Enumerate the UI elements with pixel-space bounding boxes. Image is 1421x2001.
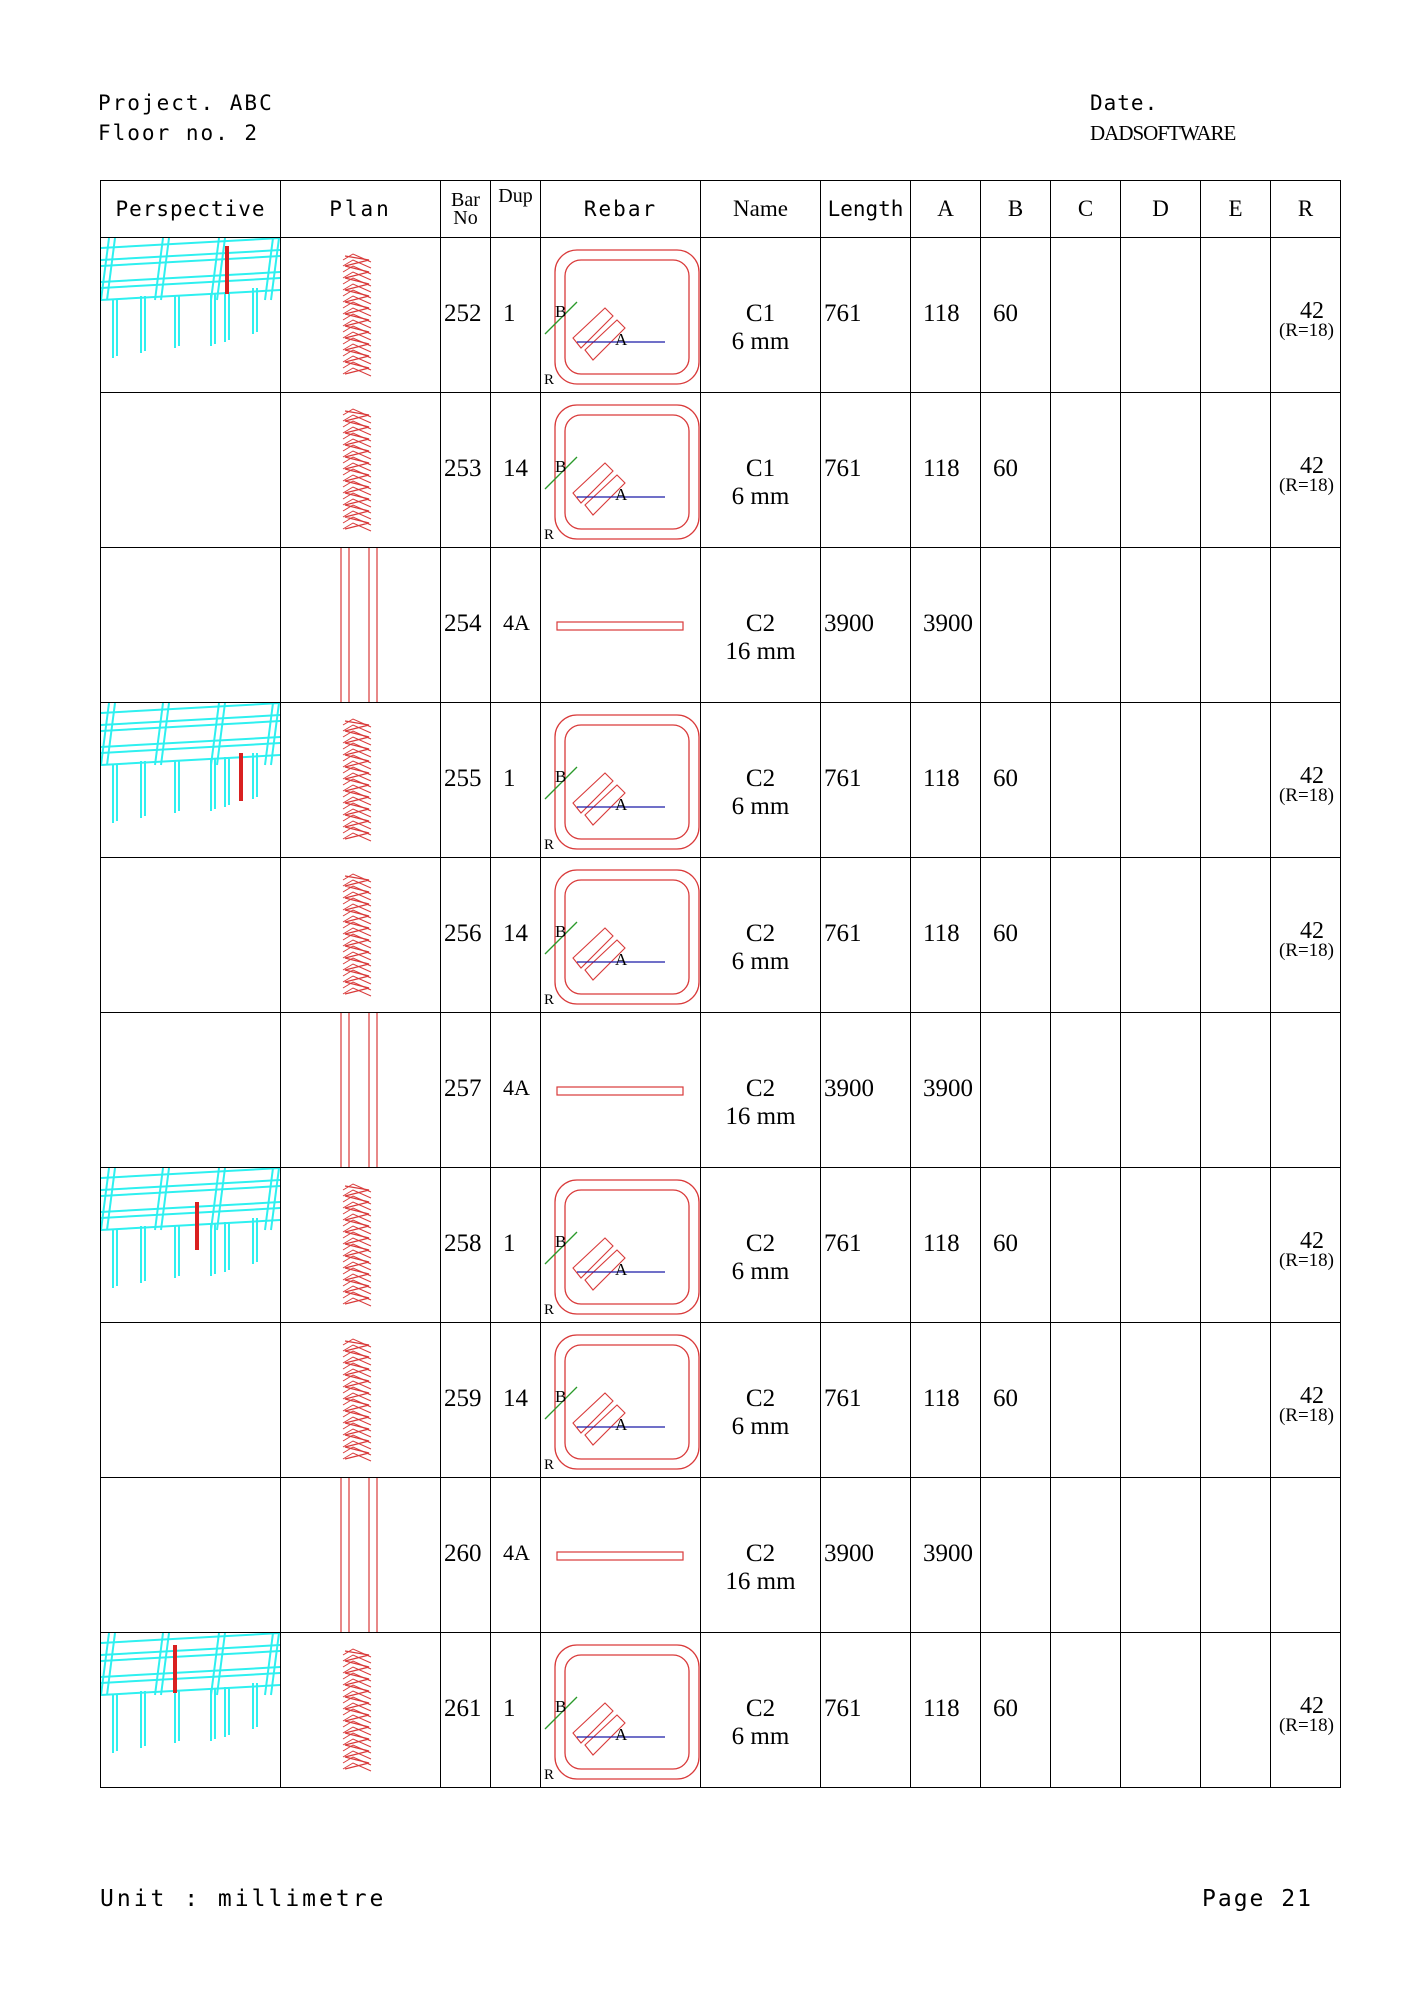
bar-no-cell: [441, 1323, 491, 1478]
rebar-cell: [541, 858, 701, 1013]
r-cell: [1271, 1013, 1341, 1168]
dup-cell: [491, 1633, 541, 1788]
date-label: Date.: [1090, 91, 1159, 115]
bar-name: C2: [745, 1385, 776, 1412]
plan-view-icon: [281, 1013, 441, 1167]
radius-value: 42: [1300, 453, 1324, 479]
a-cell: [911, 1323, 981, 1478]
bar-length: 761: [824, 765, 862, 792]
dup-count: 4A: [503, 1075, 530, 1100]
rebar-shape-icon: [541, 1478, 701, 1632]
dup-count: 1: [503, 765, 516, 792]
a-cell: [911, 1168, 981, 1323]
rebar-cell: [541, 1168, 701, 1323]
radius-value: 42: [1300, 763, 1324, 789]
name-cell: [701, 1478, 821, 1633]
dim-b-value: 60: [993, 1695, 1018, 1722]
table-row: [101, 548, 1341, 703]
plan-cell: [281, 238, 441, 393]
table-row: [101, 858, 1341, 1013]
plan-view-icon: [281, 1168, 441, 1322]
rebar-shape-icon: [541, 548, 701, 702]
dim-label-b: B: [555, 1697, 567, 1716]
bar-no: 253: [444, 455, 482, 482]
plan-cell: [281, 393, 441, 548]
col-bar-no-top: Bar: [451, 189, 480, 211]
dim-label-b: B: [555, 922, 567, 941]
d-cell: [1121, 393, 1201, 548]
col-d: D: [1121, 181, 1201, 238]
b-cell: [981, 1013, 1051, 1168]
e-cell: [1201, 703, 1271, 858]
bar-no-cell: [441, 858, 491, 1013]
b-cell: [981, 393, 1051, 548]
bar-no-cell: [441, 393, 491, 548]
rebar-cell: [541, 1013, 701, 1168]
length-cell: [821, 1323, 911, 1478]
radius-value: 42: [1300, 1693, 1324, 1719]
dup-cell: [491, 1323, 541, 1478]
bar-no-cell: [441, 703, 491, 858]
dim-label-b: B: [555, 457, 567, 476]
col-dup: Dup: [491, 181, 541, 238]
col-e: E: [1201, 181, 1271, 238]
col-c: C: [1051, 181, 1121, 238]
name-cell: [701, 238, 821, 393]
b-cell: [981, 238, 1051, 393]
dim-b-value: [981, 1013, 1050, 1075]
r-cell: [1271, 393, 1341, 548]
plan-view-icon: [281, 703, 441, 857]
dim-a-value: 118: [923, 920, 960, 947]
dim-a-value: 118: [923, 455, 960, 482]
b-cell: [981, 1323, 1051, 1478]
c-cell: [1051, 1633, 1121, 1788]
name-cell: [701, 1633, 821, 1788]
perspective-cell: [101, 238, 281, 393]
bar-no-cell: [441, 1168, 491, 1323]
table-row: [101, 393, 1341, 548]
plan-view-icon: [281, 548, 441, 702]
rebar-cell: [541, 703, 701, 858]
e-cell: [1201, 393, 1271, 548]
table-row: [101, 1478, 1341, 1633]
dim-label-r: R: [544, 837, 555, 853]
r-cell: [1271, 548, 1341, 703]
footer-unit-label: Unit : millimetre: [100, 1886, 387, 1912]
perspective-frame-icon: [101, 1633, 281, 1787]
bar-diameter: 16 mm: [725, 638, 796, 665]
col-length: Length: [821, 181, 911, 238]
dim-label-r: R: [544, 1457, 555, 1473]
bar-no: 260: [444, 1540, 482, 1567]
c-cell: [1051, 1013, 1121, 1168]
rebar-cell: [541, 1478, 701, 1633]
d-cell: [1121, 1478, 1201, 1633]
perspective-cell: [101, 1633, 281, 1788]
dim-b-value: 60: [993, 300, 1018, 327]
a-cell: [911, 548, 981, 703]
dim-label-a: A: [615, 485, 628, 504]
bar-length: 761: [824, 300, 862, 327]
a-cell: [911, 858, 981, 1013]
bar-no-cell: [441, 238, 491, 393]
perspective-cell: [101, 548, 281, 703]
dim-label-b: B: [555, 1387, 567, 1406]
name-cell: [701, 393, 821, 548]
dup-cell: [491, 1168, 541, 1323]
plan-view-icon: [281, 858, 441, 1012]
rebar-cell: [541, 1633, 701, 1788]
c-cell: [1051, 1478, 1121, 1633]
length-cell: [821, 1478, 911, 1633]
bar-diameter: 16 mm: [725, 1568, 796, 1595]
bar-no: 258: [444, 1230, 482, 1257]
plan-view-icon: [281, 1323, 441, 1477]
dim-label-r: R: [544, 527, 555, 543]
dim-b-value: 60: [993, 920, 1018, 947]
bar-length: 761: [824, 1695, 862, 1722]
radius-value: 42: [1300, 1383, 1324, 1409]
col-name: Name: [701, 181, 821, 238]
table-row: [101, 1168, 1341, 1323]
b-cell: [981, 1168, 1051, 1323]
plan-cell: [281, 1168, 441, 1323]
bar-diameter: 6 mm: [731, 1723, 790, 1750]
bar-diameter: 6 mm: [731, 1413, 790, 1440]
b-cell: [981, 703, 1051, 858]
col-plan: Plan: [281, 181, 441, 238]
dim-label-a: A: [615, 1725, 628, 1744]
a-cell: [911, 1478, 981, 1633]
radius-sub: (R=18): [1278, 1250, 1334, 1271]
dim-label-r: R: [544, 1302, 555, 1318]
c-cell: [1051, 1323, 1121, 1478]
rebar-cell: [541, 393, 701, 548]
bar-no-cell: [441, 548, 491, 703]
name-cell: [701, 1013, 821, 1168]
dim-b-value: 60: [993, 455, 1018, 482]
bar-name: C2: [745, 1540, 776, 1567]
dim-label-a: A: [615, 795, 628, 814]
col-rebar: Rebar: [541, 181, 701, 238]
r-cell: [1271, 1168, 1341, 1323]
bar-diameter: 6 mm: [731, 1258, 790, 1285]
bar-name: C1: [745, 300, 776, 327]
bar-no: 261: [444, 1695, 482, 1722]
dim-label-r: R: [544, 992, 555, 1008]
bar-length: 761: [824, 1230, 862, 1257]
dup-count: 4A: [503, 1540, 530, 1565]
col-a: A: [911, 181, 981, 238]
dim-a-value: 118: [923, 300, 960, 327]
length-cell: [821, 1013, 911, 1168]
d-cell: [1121, 238, 1201, 393]
dim-label-r: R: [544, 1767, 555, 1783]
dup-cell: [491, 1013, 541, 1168]
rebar-cell: [541, 238, 701, 393]
radius-value: 42: [1300, 1228, 1324, 1254]
length-cell: [821, 1168, 911, 1323]
dup-cell: [491, 703, 541, 858]
dim-label-b: B: [555, 302, 567, 321]
dup-cell: [491, 858, 541, 1013]
bar-diameter: 6 mm: [731, 328, 790, 355]
bar-diameter: 6 mm: [731, 483, 790, 510]
plan-view-icon: [281, 1633, 441, 1787]
r-cell: [1271, 1633, 1341, 1788]
d-cell: [1121, 1013, 1201, 1168]
header-project-info: [98, 88, 274, 148]
table-row: [101, 1323, 1341, 1478]
bar-name: C2: [745, 1695, 776, 1722]
table-row: [101, 1633, 1341, 1788]
perspective-frame-icon: [101, 703, 281, 857]
radius-sub: (R=18): [1278, 1405, 1334, 1426]
r-cell: [1271, 1478, 1341, 1633]
plan-cell: [281, 1013, 441, 1168]
table-row: [101, 1013, 1341, 1168]
b-cell: [981, 1478, 1051, 1633]
radius-value: 42: [1300, 298, 1324, 324]
bar-no-cell: [441, 1633, 491, 1788]
table-row: [101, 703, 1341, 858]
col-b: B: [981, 181, 1051, 238]
r-cell: [1271, 703, 1341, 858]
name-cell: [701, 703, 821, 858]
radius-sub: (R=18): [1278, 475, 1334, 496]
b-cell: [981, 858, 1051, 1013]
bar-name: C2: [745, 1075, 776, 1102]
dup-count: 14: [503, 1385, 528, 1412]
r-cell: [1271, 238, 1341, 393]
bar-bending-schedule-table: [100, 180, 1341, 1788]
dim-b-value: 60: [993, 1385, 1018, 1412]
plan-cell: [281, 1633, 441, 1788]
radius-sub: (R=18): [1278, 1715, 1334, 1736]
length-cell: [821, 1633, 911, 1788]
perspective-cell: [101, 1168, 281, 1323]
c-cell: [1051, 548, 1121, 703]
length-cell: [821, 548, 911, 703]
bar-diameter: 6 mm: [731, 793, 790, 820]
dim-a-value: 3900: [923, 610, 973, 637]
dim-label-r: R: [544, 372, 555, 388]
d-cell: [1121, 548, 1201, 703]
plan-cell: [281, 548, 441, 703]
table-header-row: [101, 181, 1341, 238]
dup-count: 1: [503, 1695, 516, 1722]
dim-b-value: [981, 548, 1050, 610]
name-cell: [701, 1168, 821, 1323]
dup-cell: [491, 238, 541, 393]
rebar-cell: [541, 1323, 701, 1478]
dim-b-value: 60: [993, 1230, 1018, 1257]
bar-name: C2: [745, 920, 776, 947]
bar-no-cell: [441, 1013, 491, 1168]
plan-cell: [281, 858, 441, 1013]
plan-cell: [281, 1323, 441, 1478]
b-cell: [981, 548, 1051, 703]
e-cell: [1201, 1013, 1271, 1168]
dim-label-a: A: [615, 330, 628, 349]
dim-b-value: 60: [993, 765, 1018, 792]
perspective-frame-icon: [101, 238, 281, 392]
length-cell: [821, 703, 911, 858]
dup-count: 4A: [503, 610, 530, 635]
b-cell: [981, 1633, 1051, 1788]
dim-label-b: B: [555, 1232, 567, 1251]
project-label: Project. ABC: [98, 91, 274, 115]
bar-no: 255: [444, 765, 482, 792]
e-cell: [1201, 548, 1271, 703]
bar-length: 3900: [824, 1075, 874, 1102]
length-cell: [821, 238, 911, 393]
col-r: R: [1271, 181, 1341, 238]
perspective-cell: [101, 393, 281, 548]
bar-no: 257: [444, 1075, 482, 1102]
e-cell: [1201, 1323, 1271, 1478]
plan-view-icon: [281, 393, 441, 547]
bar-length: 761: [824, 455, 862, 482]
col-perspective: Perspective: [101, 181, 281, 238]
plan-view-icon: [281, 238, 441, 392]
bar-length: 761: [824, 920, 862, 947]
bar-name: C2: [745, 765, 776, 792]
bar-no-cell: [441, 1478, 491, 1633]
name-cell: [701, 1323, 821, 1478]
dim-a-value: 118: [923, 1695, 960, 1722]
bar-length: 3900: [824, 610, 874, 637]
bar-diameter: 6 mm: [731, 948, 790, 975]
c-cell: [1051, 393, 1121, 548]
radius-sub: (R=18): [1278, 940, 1334, 961]
c-cell: [1051, 1168, 1121, 1323]
dim-a-value: 118: [923, 765, 960, 792]
header-company-info: [1090, 88, 1235, 148]
r-cell: [1271, 858, 1341, 1013]
dup-count: 14: [503, 920, 528, 947]
plan-cell: [281, 1478, 441, 1633]
d-cell: [1121, 703, 1201, 858]
radius-sub: (R=18): [1278, 320, 1334, 341]
bar-name: C1: [745, 455, 776, 482]
company-label: DADSOFTWARE: [1090, 121, 1236, 145]
rebar-shape-icon: [541, 1013, 701, 1167]
e-cell: [1201, 238, 1271, 393]
bar-no: 256: [444, 920, 482, 947]
e-cell: [1201, 1633, 1271, 1788]
dim-label-a: A: [615, 950, 628, 969]
radius-value: 42: [1300, 918, 1324, 944]
table-row: [101, 238, 1341, 393]
e-cell: [1201, 1478, 1271, 1633]
rebar-cell: [541, 548, 701, 703]
dup-cell: [491, 393, 541, 548]
col-bar-no: [441, 181, 491, 238]
dim-b-value: [981, 1478, 1050, 1540]
dup-count: 14: [503, 455, 528, 482]
dup-cell: [491, 548, 541, 703]
c-cell: [1051, 703, 1121, 858]
a-cell: [911, 1633, 981, 1788]
c-cell: [1051, 238, 1121, 393]
length-cell: [821, 393, 911, 548]
d-cell: [1121, 1633, 1201, 1788]
dup-count: 1: [503, 1230, 516, 1257]
name-cell: [701, 548, 821, 703]
dim-a-value: 3900: [923, 1075, 973, 1102]
d-cell: [1121, 858, 1201, 1013]
d-cell: [1121, 1323, 1201, 1478]
perspective-cell: [101, 1478, 281, 1633]
dim-label-a: A: [615, 1260, 628, 1279]
c-cell: [1051, 858, 1121, 1013]
a-cell: [911, 238, 981, 393]
dim-a-value: 3900: [923, 1540, 973, 1567]
a-cell: [911, 393, 981, 548]
plan-view-icon: [281, 1478, 441, 1632]
floor-label: Floor no. 2: [98, 121, 260, 145]
length-cell: [821, 858, 911, 1013]
bar-name: C2: [745, 1230, 776, 1257]
footer-page-number: Page 21: [1202, 1886, 1313, 1912]
bar-diameter: 16 mm: [725, 1103, 796, 1130]
a-cell: [911, 1013, 981, 1168]
dup-count: 1: [503, 300, 516, 327]
bar-length: 3900: [824, 1540, 874, 1567]
bar-no: 252: [444, 300, 482, 327]
dim-a-value: 118: [923, 1385, 960, 1412]
dim-label-b: B: [555, 767, 567, 786]
name-cell: [701, 858, 821, 1013]
radius-sub: (R=18): [1278, 785, 1334, 806]
r-cell: [1271, 1323, 1341, 1478]
dim-a-value: 118: [923, 1230, 960, 1257]
bar-name: C2: [745, 610, 776, 637]
dim-label-a: A: [615, 1415, 628, 1434]
a-cell: [911, 703, 981, 858]
bar-length: 761: [824, 1385, 862, 1412]
perspective-cell: [101, 703, 281, 858]
dup-cell: [491, 1478, 541, 1633]
e-cell: [1201, 858, 1271, 1013]
perspective-frame-icon: [101, 1168, 281, 1322]
perspective-cell: [101, 1323, 281, 1478]
plan-cell: [281, 703, 441, 858]
d-cell: [1121, 1168, 1201, 1323]
col-bar-no-bottom: No: [453, 207, 478, 229]
perspective-cell: [101, 1013, 281, 1168]
bar-no: 254: [444, 610, 482, 637]
bar-no: 259: [444, 1385, 482, 1412]
perspective-cell: [101, 858, 281, 1013]
e-cell: [1201, 1168, 1271, 1323]
